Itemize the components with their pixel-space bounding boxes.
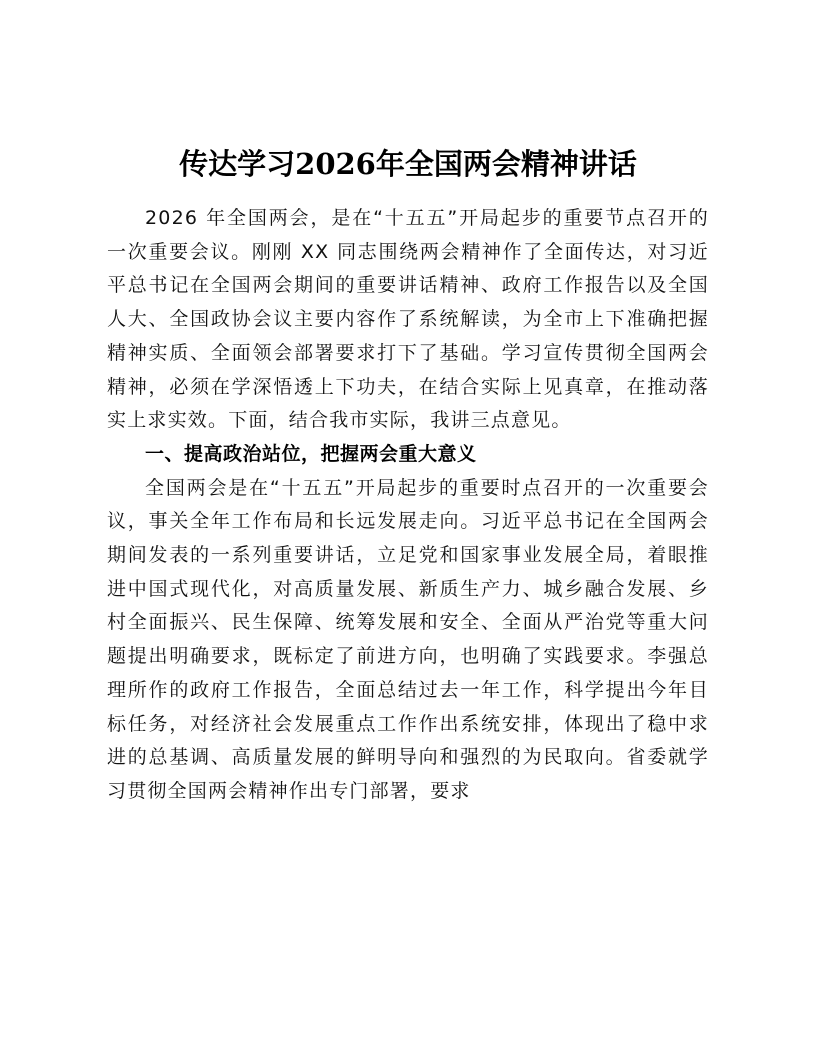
- section-heading-1: 一、提高政治站位，把握两会重大意义: [145, 442, 477, 465]
- paragraph-intro: 2026 年全国两会，是在“十五五”开局起步的重要节点召开的一次重要会议。刚刚 XX 同志围绕两会精神作了全面传达，对习近平总书记在全国两会期间的重要讲话精神、政府工作报告以及全国人大、全国政协会议主要内容作了系统解读，为全市上下准确把握精神实质、全面领会部署要求打下了基础。学习宣传贯彻全国两会精神，必须在学深悟透上下功夫，在结合实际上见真章，在推动落实上求实效。下面，结合我市实际，我讲三点意见。: [107, 207, 709, 432]
- document-body: [107, 202, 709, 809]
- document-title: 传达学习2026年全国两会精神讲话: [179, 147, 637, 181]
- paragraph-section-1: 全国两会是在“十五五”开局起步的重要时点召开的一次重要会议，事关全年工作布局和长远发展走向。习近平总书记在全国两会期间发表的一系列重要讲话，立足党和国家事业发展全局，着眼推进中国式现代化，对高质量发展、新质生产力、城乡融合发展、乡村全面振兴、民生保障、统筹发展和安全、全面从严治党等重大问题提出明确要求，既标定了前进方向，也明确了实践要求。李强总理所作的政府工作报告，全面总结过去一年工作，科学提出今年目标任务，对经济社会发展重点工作作出系统安排，体现出了稳中求进的总基调、高质量发展的鲜明导向和强烈的为民取向。省委就学习贯彻全国两会精神作出专门部署，要求: [107, 476, 709, 802]
